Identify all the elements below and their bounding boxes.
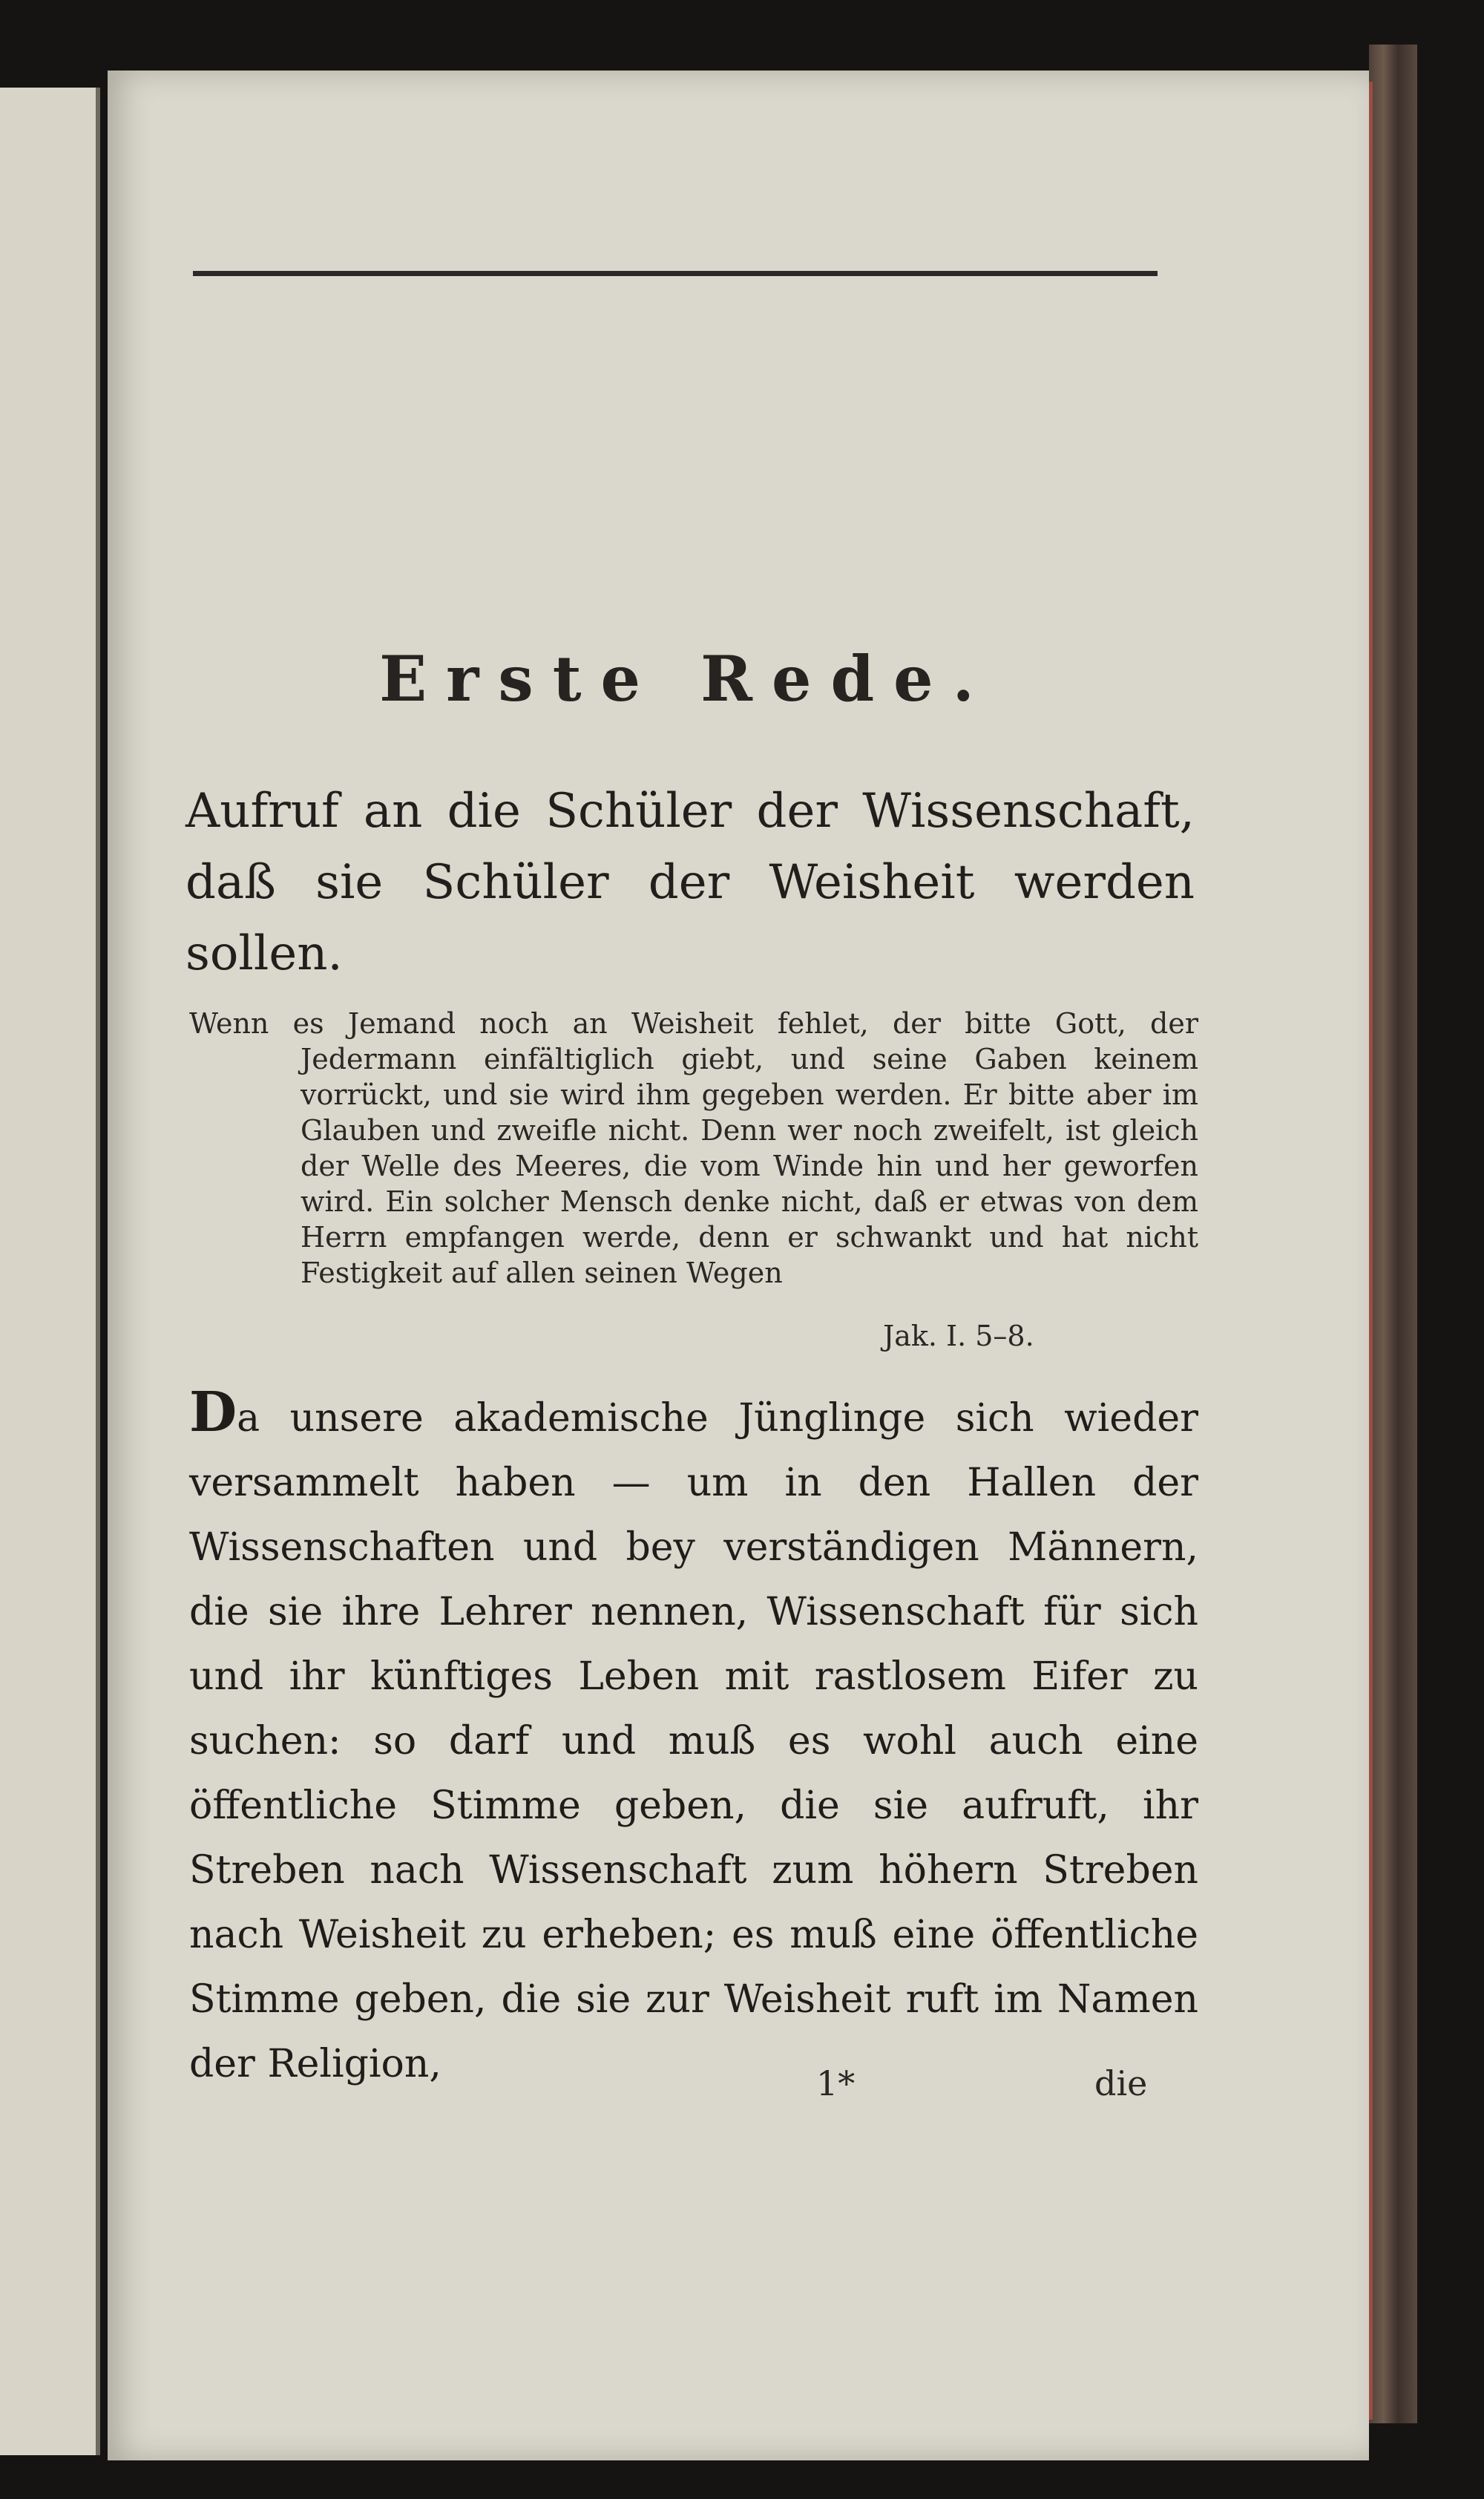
body-paragraph [189,1380,1198,2097]
chapter-heading: Erste Rede. [379,642,994,715]
left-page-edge [0,88,100,2455]
body-text: a unsere akademische Jünglinge sich wieder versammelt haben — um in den Hallen der Wissenschaften und bey verständigen Männern, die sie ihre Lehrer nennen, Wissenschaft für sich und ihr künftiges Leben mit rastlosem Eifer zu suchen: so darf und muß es wohl auch eine öffentliche Stimme geben, die sie aufruft, ihr Streben nach Wissenschaft zum höhern Streben nach Weisheit zu erheben; es muß eine öffentliche Stimme geben, die sie zur Weisheit ruft im Namen der Religion, [189,1396,1198,2086]
motto-citation: Jak. I. 5–8. [883,1320,1034,1352]
gutter-line [96,88,100,2455]
motto-text: Wenn es Jemand noch an Weisheit fehlet, der bitte Gott, der Jedermann einfältiglich giebt, und seine Gaben keinem vorrückt, und sie wird ihm gegeben werden. Er bitte aber im Glauben und zweifle nicht. Denn wer noch zweifelt, ist gleich der Welle des Meeres, die vom Winde hin und her geworfen wird. Ein solcher Mensch denke nicht, daß er etwas von dem Herrn empfangen werde, denn er schwankt und hat nicht Festigkeit auf allen seinen Wegen [189,1007,1198,1289]
signature-mark: 1* [816,2063,856,2103]
drop-initial: D [189,1380,237,1444]
catchword: die [1094,2063,1148,2103]
top-rule [193,271,1158,276]
chapter-subtitle: Aufruf an die Schüler der Wissenschaft, daß sie Schüler der Weisheit werden sollen. [186,784,1195,981]
motto-quote [189,1006,1198,1291]
book-edge [1369,45,1417,2423]
